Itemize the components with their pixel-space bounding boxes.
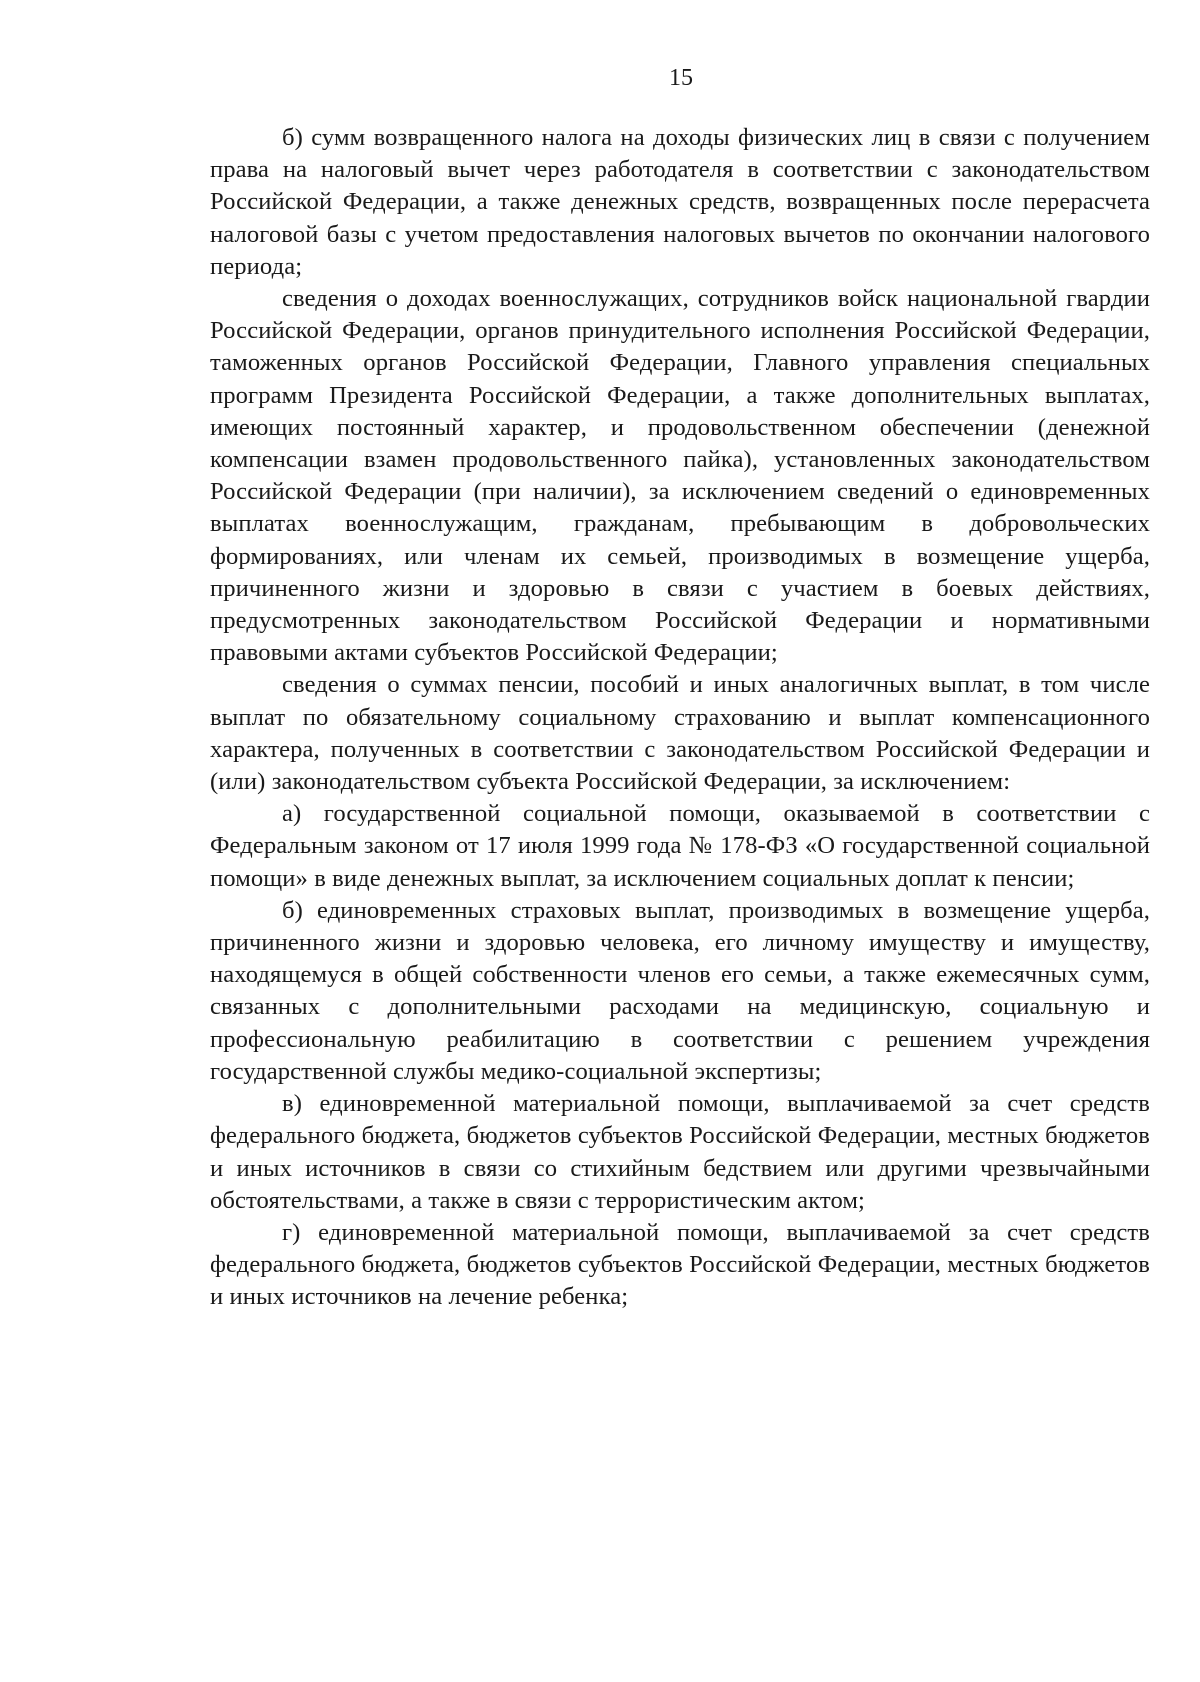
paragraph-b-tax-refund: б) сумм возвращенного налога на доходы физических лиц в связи с получением права на налоговый вычет через работодателя в соответствии с законодательством Российской Федерации, а также денежных средств, возвращенных после перерасчета налоговой базы с учетом предоставления налоговых вычетов по окончании налогового периода; [210,124,1150,280]
paragraph-pension-benefits: сведения о суммах пенсии, пособий и иных аналогичных выплат, в том числе выплат по обязательному социальному страхованию и выплат компенсационного характера, полученных в соответствии с законодательством Российской Федерации и (или) законодательством субъекта Российской Федерации, за исключением: [210,671,1150,796]
paragraph-military-income: сведения о доходах военнослужащих, сотрудников войск национальной гвардии Российской Федерации, органов принудительного исполнения Российской Федерации, таможенных органов Российской Федерации, Главного управления специальных программ Президента Российской Федерации, а также дополнительных выплатах, имеющих постоянный характер, и продовольственном обеспечении (денежной компенсации взамен продовольственного пайка), установленных законодательством Российской Федерации (при наличии), за исключением сведений о единовременных выплатах военнослужащим, гражданам, пребывающим в добровольческих формированиях, или членам их семьей, производимых в возмещение ущерба, причиненного жизни и здоровью в связи с участием в боевых действиях, предусмотренных законодательством Российской Федерации и нормативными правовыми актами субъектов Российской Федерации; [210,285,1150,667]
paragraph-g-child-treatment-aid: г) единовременной материальной помощи, выплачиваемой за счет средств федерального бюджета, бюджетов субъектов Российской Федерации, местных бюджетов и иных источников на лечение ребенка; [210,1218,1150,1311]
page-number: 15 [669,65,693,91]
paragraph-v-disaster-aid: в) единовременной материальной помощи, выплачиваемой за счет средств федерального бюджета, бюджетов субъектов Российской Федерации, местных бюджетов и иных источников в связи со стихийным бедствием или другими чрезвычайными обстоятельствами, а также в связи с террористическим актом; [210,1090,1150,1214]
paragraph-b-insurance-payments: б) единовременных страховых выплат, производимых в возмещение ущерба, причиненного жизни и здоровью человека, его личному имуществу и имуществу, находящемуся в общей собственности членов его семьи, а также ежемесячных сумм, связанных с дополнительными расходами на медицинскую, социальную и профессиональную реабилитацию в соответствии с решением учреждения государственной службы медико-социальной экспертизы; [210,896,1150,1085]
paragraph-a-state-social-aid: а) государственной социальной помощи, оказываемой в соответствии с Федеральным законом от 17 июля 1999 года № 178-ФЗ «О государственной социальной помощи» в виде денежных выплат, за исключением социальных доплат к пенсии; [210,800,1150,892]
document-body [210,122,1150,1314]
